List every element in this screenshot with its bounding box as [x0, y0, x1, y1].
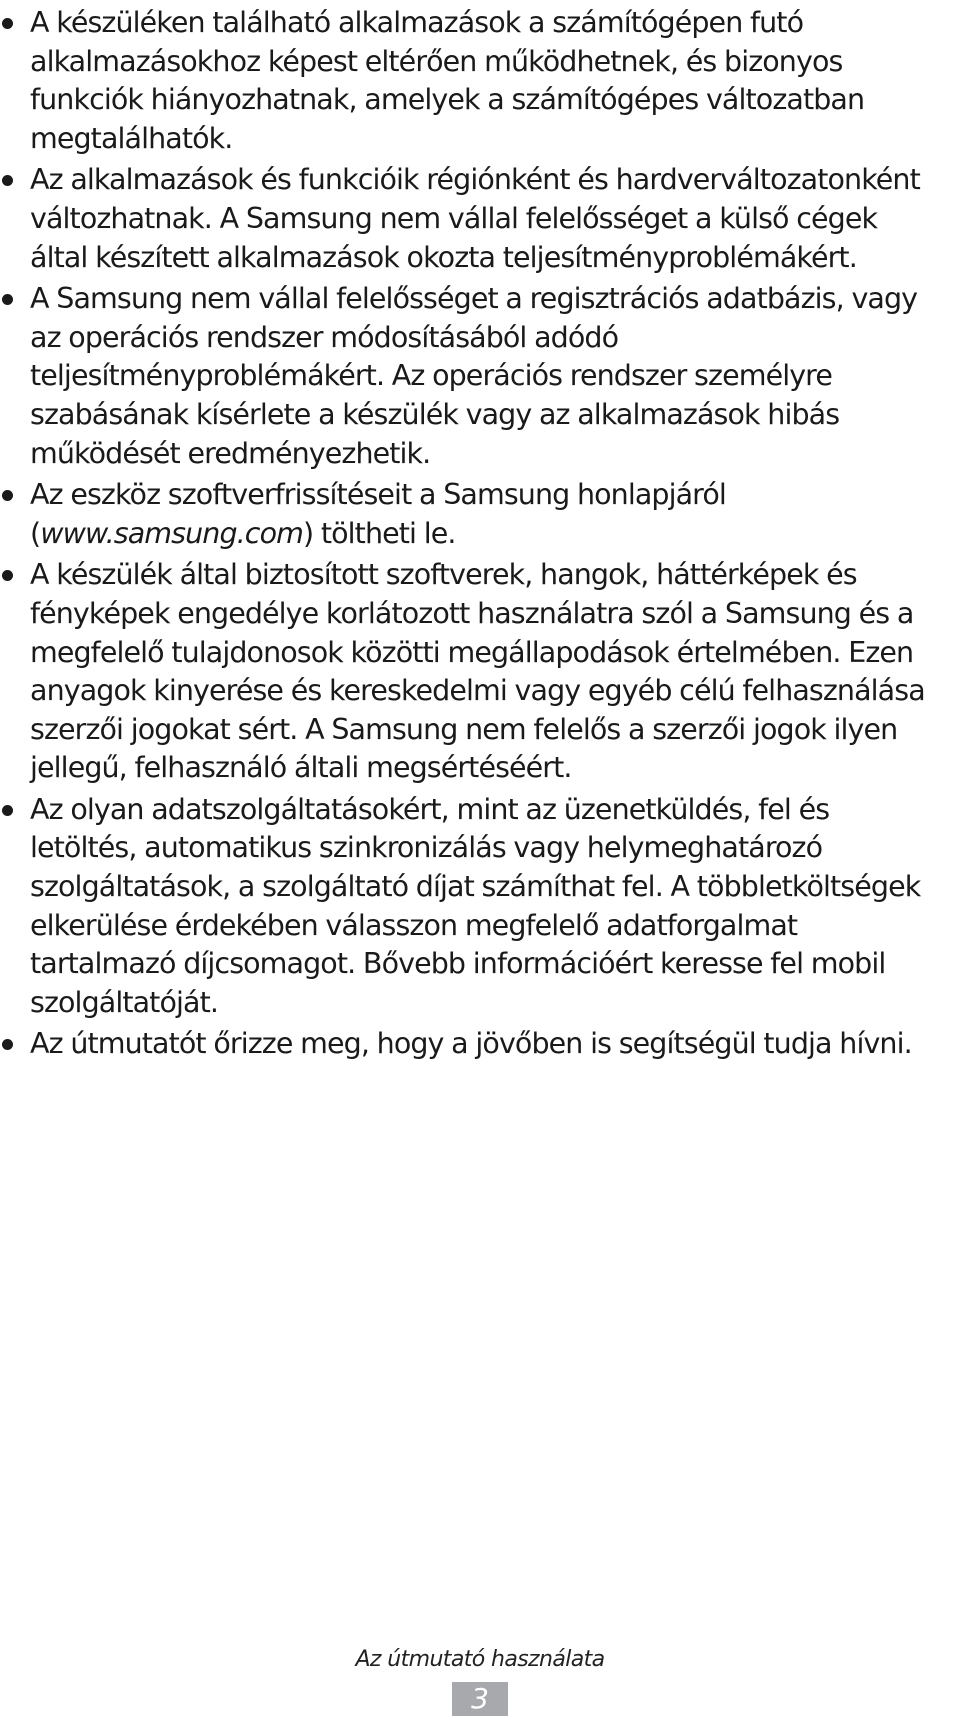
bullet-text-after: ) töltheti le.: [302, 516, 456, 550]
bullet-dot-icon: [2, 805, 13, 816]
bullet-text: Az alkalmazások és funkcióik régiónként és hardverváltozatonként változhatnak. A Samsung nem vállal felelősséget a külső cégek által készített alkalmazások okozta teljesítményproblémákért.: [30, 163, 920, 274]
bullet-item: [0, 1025, 940, 1064]
bullet-item: [0, 791, 940, 1023]
bullet-item: [0, 556, 940, 788]
bullet-text: Az olyan adatszolgáltatásokért, mint az üzenetküldés, fel és letöltés, automatikus szinkronizálás vagy helymeghatározó szolgáltatások, a szolgáltató díjat számíthat fel. A többletköltségek elkerülése érdekében válasszon megfelelő adatforgalmat tartalmazó díjcsomagot. Bővebb információért keresse fel mobil szolgáltatóját.: [30, 792, 921, 1019]
bullet-dot-icon: [2, 175, 13, 186]
bullet-text: A készüléken található alkalmazások a számítógépen futó alkalmazásokhoz képest eltérően működhetnek, és bizonyos funkciók hiányozhatnak, amelyek a számítógépes változatban megtalálhatók.: [30, 6, 865, 155]
bullet-text: Az útmutatót őrizze meg, hogy a jövőben is segítségül tudja hívni.: [30, 1027, 912, 1061]
bullet-item: [0, 161, 940, 277]
bullet-text-before: Az eszköz szoftverfrissítéseit a Samsung honlapjáról (: [30, 478, 726, 550]
bullet-dot-icon: [2, 294, 13, 305]
page-footer: [0, 1646, 960, 1716]
bullet-text: A készülék által biztosított szoftverek, hangok, háttérképek és fényképek engedélye korlátozott használatra szól a Samsung és a megfelelő tulajdonosok közötti megállapodások értelmében. Ezen anyagok kinyerése és kereskedelmi vagy egyéb célú felhasználása szerzői jogokat sért. A Samsung nem felelős a szerzői jogok ilyen jellegű, felhasználó általi megsértéséért.: [30, 558, 925, 785]
page-number: 3: [452, 1682, 508, 1716]
bullet-dot-icon: [2, 1039, 13, 1050]
page-content: [0, 4, 940, 1067]
bullet-list: [0, 4, 940, 1064]
section-title: Az útmutató használata: [355, 1647, 605, 1672]
bullet-item: [0, 280, 940, 473]
bullet-item: [0, 4, 940, 158]
samsung-website-link[interactable]: www.samsung.com: [40, 516, 303, 550]
bullet-text: A Samsung nem vállal felelősséget a regisztrációs adatbázis, vagy az operációs rendszer módosításából adódó teljesítményproblémákért. Az operációs rendszer személyre szabásának kísérlete a készülék vagy az alkalmazások hibás működését eredményezhetik.: [30, 282, 918, 470]
bullet-dot-icon: [2, 570, 13, 581]
bullet-dot-icon: [2, 490, 13, 501]
bullet-dot-icon: [2, 18, 13, 29]
bullet-item: [0, 476, 940, 553]
